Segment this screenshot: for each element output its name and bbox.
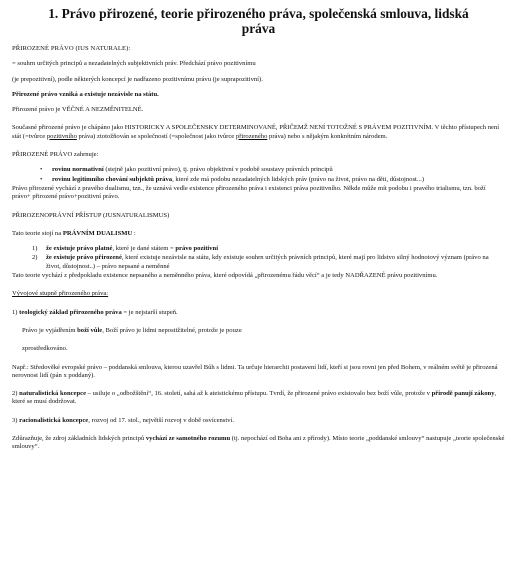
paragraph-definition: = souhrn určitých principů a nezadatelných subjektivních práv. Předchází právo pozitivnímu [12, 60, 256, 68]
section-heading-ius-naturale: PŘIROZENÉ PRÁVO (IUS NATURALE): [12, 45, 131, 52]
bullet-list [12, 166, 505, 184]
paragraph-stage-2: 2) naturalistická koncepce – usiluje o „odbožštění“, 16. století, sahá až k ateistickému přístupu. Tvrdí, že přirozené právo existovalo bez boží vůle, protože v přírodě panují zákony, které se musí dodržovat. [12, 390, 497, 406]
paragraph-historical: Současné přirozené právo je chápáno jako HISTORICKY A SPOLEČENSKY DETERMINOVANÉ, PŘIČEMŽ NENÍ TOTOŽNÉ S PRÁVEM POZITIVNÍM. V těchto přístupech není stát (=tvůrce pozitivního práva) ztotožňován se společností (=společnost jako tvůrce přirozeného práva) nebo s nějakým konkrétním národem. [12, 124, 500, 140]
paragraph-independent: Přirozené právo vzniká a existuje nezávisle na státu. [12, 90, 159, 98]
list-item: 2) že existuje právo přirozené, které existuje nezávisle na státu, kdy existuje souhrn určitých právních principů, které mají pro lidstvo silný hodnotový význam (právo na život, důstojnost..) – právo nepsané a neměnné [32, 254, 489, 270]
paragraph-eternal: Přirozené právo je VĚČNÉ A NEZMĚNITELNÉ. [12, 106, 144, 114]
paragraph-reason: Zdůrazňuje, že zdroj základních lidských principů vychází ze samotného rozumu (tj. nepochází od Boha ani z přírody). Místo teorie „poddanské smlouvy“ nastupuje „teorie společenské smlouvy“. [12, 435, 505, 451]
list-item: • rovinu legitimního chování subjektů práva, které zde má podobu nezadatelných lidských práv (právo na život, právo na děti, důstojnost...) [40, 176, 505, 184]
paragraph-dualism: Právo přirozené vychází z pravého dualismu, tzn., že uznává vedle existence přirozeného práva i existenci práva pozitivního. Někde může mít podobu i pravého trialismu, tzn. boží právo+ přirozené právo+pozitivní právo. [12, 184, 486, 201]
paragraph-mediated: zprostředkováno. [22, 345, 68, 353]
document-title: 1. Právo přirozené, teorie přirozeného práva, společenská smlouva, lidská práva [48, 6, 469, 36]
paragraph-prepositive: (je prepozitivní), podle některých koncepcí je nadřazeno pozitivnímu právu (je suprapozitivní). [12, 75, 263, 83]
numbered-list [12, 245, 505, 271]
paragraph-gods-will: Právo je vyjádřením boží vůle, Boží právo je lidmi nepostižitelné, protože je pouze [22, 326, 242, 334]
paragraph-natural-order: Tato teorie vychází z předpokladu existence nepsaného a neměnného práva, které odpovídá „přirozenému řádu věcí“ a je tedy NADŘAZENÉ právu pozitivnímu. [12, 272, 438, 280]
paragraph-example: Např.: Středověké evropské právo – poddanská smlouva, kterou uzavřel Bůh s lidmi. Ta určuje hierarchii postavení lidí, kteří si jsou rovni jen před Bohem, v reálném světě je přirozená nerovnost lidí (pán x poddaný). [12, 363, 498, 379]
section-heading-jusnaturalismus: PŘIROZENOPRÁVNÍ PŘÍSTUP (JUSNATURALISMUS) [12, 211, 170, 219]
list-item: 1) že existuje právo platné, které je dané státem = právo pozitivní [32, 245, 219, 253]
list-item: • rovinu normativní (stejně jako pozitivní právo), tj. právo objektivní v podobě soustavy právních principů [40, 166, 505, 174]
paragraph-includes: PŘIROZENÉ PRÁVO zahrnuje: [12, 151, 99, 159]
paragraph-theory-stands: Tato teorie stojí na PRÁVNÍM DUALISMU : [12, 229, 136, 237]
section-heading-stages: Vývojové stupně přirozeného práva: [12, 290, 109, 298]
paragraph-stage-3: 3) racionalistická koncepce, rozvoj od 17. stol., největší rozvoj v době osvícenství. [12, 416, 234, 424]
paragraph-stage-1: 1) teologický základ přirozeného práva = je nejstarší stupeň. [12, 308, 178, 316]
